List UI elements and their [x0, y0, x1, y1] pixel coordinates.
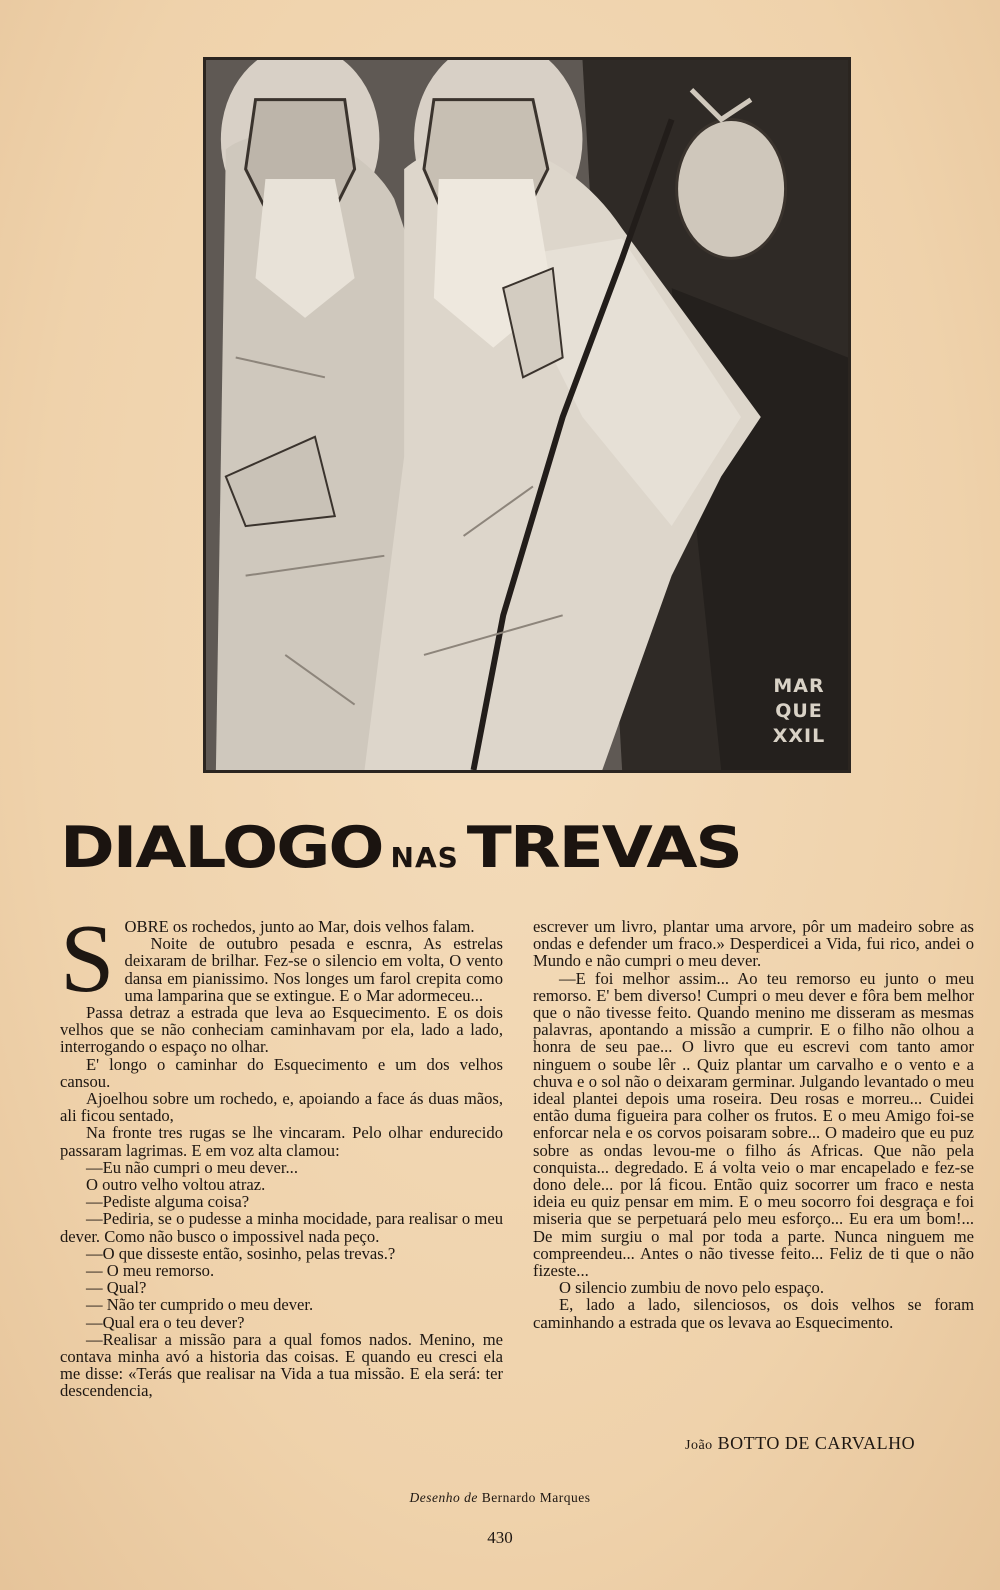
page-number: 430	[487, 1528, 513, 1547]
illustration-credit	[0, 1490, 1000, 1506]
paragraph: Na fronte tres rugas se lhe vincaram. Pelo olhar endurecido passaram lagrimas. E em voz alta clamou:	[60, 1123, 503, 1160]
paragraph: OBRE os rochedos, junto ao Mar, dois velhos falam.	[124, 917, 475, 936]
title-word-dialogo: DIALOGO	[60, 814, 383, 881]
artist-signature	[766, 674, 832, 758]
paragraph: —Qual era o teu dever?	[86, 1312, 245, 1332]
paragraph: —Pediria, se o pudesse a minha mocidade, para realisar o meu dever. Como não busco o impossivel nada peço.	[60, 1209, 503, 1246]
paragraph: —Eu não cumpri o meu dever...	[86, 1157, 298, 1177]
paragraph: — Qual?	[86, 1278, 147, 1298]
author-first-name: João	[685, 1438, 713, 1453]
signature-line-2: QUE	[775, 700, 823, 722]
title-word-trevas: TREVAS	[466, 814, 741, 881]
paragraph: —E foi melhor assim... Ao teu remorso eu junto o meu remorso. E' bem diverso! Cumpri o meu dever e fôra bem melhor que o não tivesse feito. Quando menino me disseram as mesmas palavras, apontando a missão a cumprir. E o filho não olhou a honra de seu pae... O livro que eu escrevi com tanto amor ninguem o soube lêr .. Quiz plantar um carvalho e o vento e a chuva e o sol não o deixaram germinar. Julgando levantado o meu ideal plantei depois uma roseira. Deu rosas e morreu... Cuidei então duma figueira para colher os frutos. E o meu Amigo foi-se enforcar nela e os corvos poisaram sobre... O madeiro que eu puz sobre as ondas levou-me o filho ás Africas. Que não pela conquista... degredado. E á volta veio o mar encapelado e fez-se dono dele... por lá ficou. Então quiz socorrer um fraco e nesta ideia eu quiz pensar em mim. E o meu socorro foi desgraça e foi miseria que se perpetuará pelo meu esforço... Eu era um bom!... De mim surgiu o mal por toda a parte. Nunca ninguem me compreendeu... Antes o não tivesse feito... Feliz de ti que o não fizeste...	[533, 968, 974, 1281]
paragraph: —O que disseste então, sosinho, pelas trevas.?	[86, 1243, 396, 1263]
paragraph: Noite de outubro pesada e escnra, As estrelas deixaram de brilhar. Fez-se o silencio em volta, O vento dansa em pianissimo. Nos longes um farol crepita como uma lamparina que se extingue. E o Mar adormeceu...	[124, 934, 503, 1005]
paragraph: — O meu remorso.	[86, 1261, 215, 1281]
drawing	[206, 60, 848, 770]
credit-artist: Bernardo Marques	[481, 1490, 591, 1505]
paragraph: —Realisar a missão para a qual fomos nados. Menino, me contava minha avó a historia das coisas. E quando eu cresci ela me disse: «Terás que realisar na Vida a tua missão. E ela será: ter descendencia,	[60, 1329, 503, 1401]
paragraph: O silencio zumbiu de novo pelo espaço.	[559, 1278, 824, 1298]
credit-prefix: Desenho de	[409, 1490, 478, 1505]
paragraph: Ajoelhou sobre um rochedo, e, apoiando a face ás duas mãos, ali ficou sentado,	[60, 1089, 503, 1126]
paragraph: E' longo o caminhar do Esquecimento e um dos velhos cansou.	[60, 1054, 503, 1091]
paragraph: O outro velho voltou atraz.	[86, 1175, 266, 1195]
paragraph: — Não ter cumprido o meu dever.	[86, 1295, 314, 1315]
signature-line-3: XXIL	[772, 725, 826, 747]
signature-line-1: MAR	[773, 675, 825, 697]
article-column-left	[60, 905, 503, 1401]
paragraph: escrever um livro, plantar uma arvore, pôr um madeiro sobre as ondas e defender um fraco.» Desperdicei a Vida, fui rico, andei o Mundo e não cumpri o meu dever.	[533, 917, 974, 971]
article-column-right	[533, 918, 974, 1331]
paragraph: E, lado a lado, silenciosos, os dois velhos se foram caminhando a estrada que os levava ao Esquecimento.	[533, 1295, 974, 1332]
author-byline	[685, 1433, 915, 1454]
illustration-two-old-men	[203, 57, 851, 773]
paragraph: Passa detraz a estrada que leva ao Esquecimento. E os dois velhos que se não conheciam caminhavam por ela, lado a lado, interrogando o espaço no olhar.	[60, 1003, 503, 1057]
drop-cap: S	[60, 905, 115, 1013]
author-surname: BOTTO DE CARVALHO	[717, 1433, 916, 1453]
article-title	[60, 808, 1000, 881]
title-word-nas: NAS	[390, 841, 459, 874]
paragraph: —Pediste alguma coisa?	[86, 1192, 250, 1212]
